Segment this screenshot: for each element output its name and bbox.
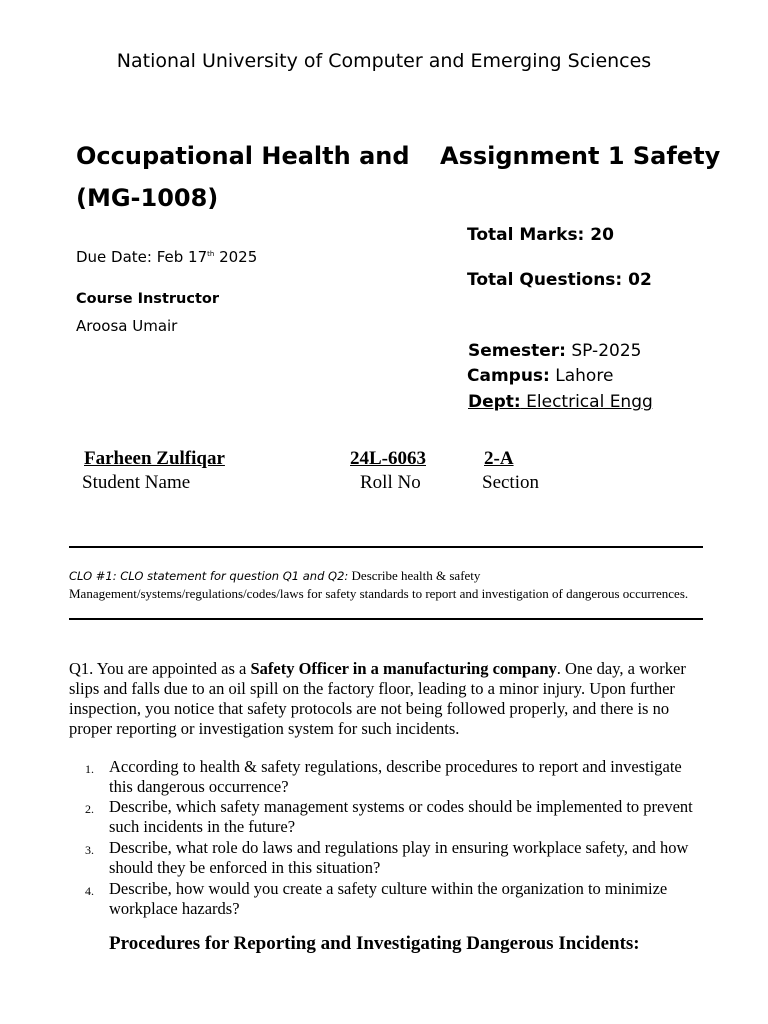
instructor-name: Aroosa Umair [76, 317, 178, 335]
assignment-title: Assignment 1 Safety [440, 142, 721, 170]
list-item-number: 2. [85, 802, 94, 816]
question-1-emphasis: Safety Officer in a manufacturing company [250, 659, 557, 678]
list-item-text: According to health & safety regulations, describe procedures to report and investigate this dangerous occurrence? [109, 757, 682, 796]
university-name: National University of Computer and Emerging Sciences [116, 50, 652, 72]
student-name-label: Student Name [82, 472, 191, 493]
total-questions [467, 270, 652, 290]
total-questions-label: Total Questions [467, 270, 616, 290]
due-date-label: Due Date: Feb 17 [76, 248, 208, 266]
semester [468, 341, 641, 361]
semester-value: SP-2025 [565, 341, 642, 361]
section-label: Section [482, 472, 539, 493]
campus [467, 366, 613, 386]
due-date-suffix: th [207, 250, 215, 258]
department-label: Dept: [468, 392, 521, 412]
section-value: 2-A [484, 448, 514, 469]
clo-text: Describe health & safety Management/systems/regulations/codes/laws for safety standards to report and investigation of dangerous occurrences. [69, 568, 689, 601]
list-item-number: 1. [85, 762, 94, 776]
clo-label: CLO #1: CLO statement for question Q1 and Q2: [69, 569, 349, 583]
list-item-number: 4. [85, 884, 94, 898]
student-name-value: Farheen Zulfiqar [84, 448, 225, 469]
divider-bottom [69, 618, 703, 620]
due-date-year: 2025 [214, 248, 258, 266]
clo-statement [69, 567, 703, 602]
question-1-text [69, 659, 709, 739]
roll-no-value: 24L-6063 [350, 448, 426, 469]
list-item-text: Describe, what role do laws and regulations play in ensuring workplace safety, and how should they be enforced in this situation? [109, 838, 689, 877]
list-item-text: Describe, which safety management systems or codes should be implemented to prevent such incidents in the future? [109, 797, 693, 836]
total-questions-value: : 02 [615, 270, 652, 290]
campus-label: Campus: [467, 366, 550, 386]
due-date [76, 248, 257, 266]
total-marks: Total Marks: 20 [467, 225, 614, 245]
list-item-number: 3. [85, 843, 94, 857]
list-item-text: Describe, how would you create a safety culture within the organization to minimize workplace hazards? [109, 879, 668, 918]
course-title: Occupational Health and [76, 142, 410, 170]
question-1-body: . One day, a worker slips and falls due to an oil spill on the factory floor, leading to a minor injury. Upon further inspection, you notice that safety protocols are not being followed properly, and there is no proper reporting or investigation system for such incidents. [69, 659, 686, 738]
divider-top [69, 546, 703, 548]
procedures-heading: Procedures for Reporting and Investigating Dangerous Incidents: [109, 933, 640, 954]
instructor-label: Course Instructor [76, 291, 219, 307]
question-1-prefix: Q1. You are appointed as a [69, 659, 251, 678]
department [468, 392, 653, 412]
department-value: Electrical Engg [520, 392, 653, 412]
roll-no-label: Roll No [360, 472, 421, 493]
semester-label: Semester: [468, 341, 566, 361]
course-code: (MG-1008) [76, 184, 219, 212]
campus-value: Lahore [549, 366, 614, 386]
